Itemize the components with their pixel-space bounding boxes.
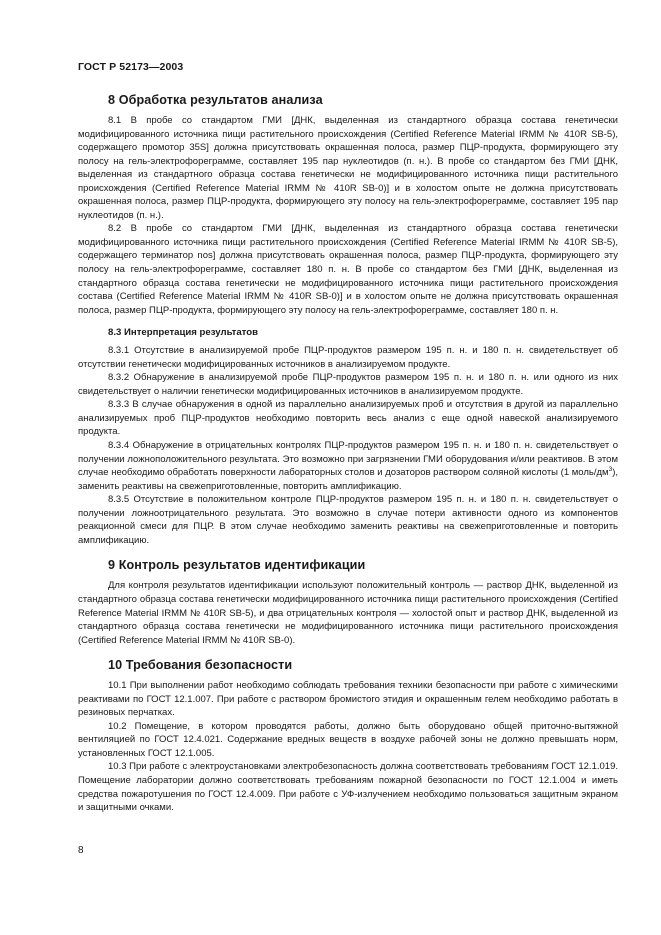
paragraph-8-3-4-text-b: ), заменить реактивы на свежеприготовленные, повторить амплификацию. <box>78 467 618 492</box>
section-8-heading: 8 Обработка результатов анализа <box>108 93 323 107</box>
paragraph-8-3-5: 8.3.5 Отсутствие в положительном контроле ПЦР-продуктов размером 195 п. н. и 180 п. н. свидетельствует о получении ложноотрицательного результата. Это возможно в случае потери активности одного из компонентов реакционной смеси для ПЦР. В этом случае необходимо заменить реактивы на свежеприготовленные и повторить амплификацию. <box>78 494 618 546</box>
subsection-8-3-heading: 8.3 Интерпретация результатов <box>108 327 258 339</box>
paragraph-8-3-1: 8.3.1 Отсутствие в анализируемой пробе ПЦР-продуктов размером 195 п. н. и 180 п. н. свидетельствует об отсутствии генетически модифицированных источников в анализируемом продукте. <box>78 345 618 370</box>
paragraph-10-1: 10.1 При выполнении работ необходимо соблюдать требования техники безопасности при работе с химическими реактивами по ГОСТ 12.1.007. При работе с раствором бромистого этидия и окрашенным гелем необходимо работать в резиновых перчатках. <box>78 680 618 719</box>
paragraph-10-2: 10.2 Помещение, в котором проводятся работы, должно быть оборудовано общей приточно-вытяжной вентиляцией по ГОСТ 12.4.021. Содержание вредных веществ в воздухе рабочей зоны не должно превышать норм, установленных ГОСТ 12.1.005. <box>78 720 618 759</box>
cubic-superscript: 3 <box>608 465 613 473</box>
paragraph-8-3-4-text-a: 8.3.4 Обнаружение в отрицательных контролях ПЦР-продуктов размером 195 п. н. и 180 п. н. свидетельствует о получении ложноположительного результата. Это возможно при загрязнении ГМИ оборудования и/или реактивов. В этом случае необходимо обработать поверхности лабораторных столов и дозаторов раствором соляной кислоты (1 моль/дм <box>78 440 618 479</box>
paragraph-9: Для контроля результатов идентификации используют положительный контроль — раствор ДНК, выделенной из стандартного образца состава генетически модифицированного источника пищи растительного происхождения (Certified Reference Material IRMM № 410R SB-5), и два отрицательных контроля — холостой опыт и раствор ДНК, выделенной из стандартного образца состава генетически не модифицированного источника пищи растительного происхождения (Certified Reference Material IRMM № 410R SB-0). <box>78 580 618 646</box>
page-number: 8 <box>78 845 84 856</box>
standard-code-header: ГОСТ Р 52173—2003 <box>78 61 184 73</box>
paragraph-8-3-2: 8.3.2 Обнаружение в анализируемой пробе ПЦР-продуктов размером 195 п. н. и 180 п. н. или одного из них свидетельствует о наличии генетически модифицированных источников в анализируемом продукте. <box>78 372 618 397</box>
paragraph-8-3-3: 8.3.3 В случае обнаружения в одной из параллельно анализируемых проб и отсутствия в другой из параллельно анализируемых проб ПЦР-продуктов необходимо повторить весь анализ с еще одной навеской анализируемого продукта. <box>78 399 618 438</box>
paragraph-8-3-4 <box>78 439 618 493</box>
section-10-heading: 10 Требования безопасности <box>108 658 293 673</box>
document-body <box>78 92 618 815</box>
paragraph-8-2: 8.2 В пробе со стандартом ГМИ [ДНК, выделенная из стандартного образца состава генетически модифицированного источника пищи растительного происхождения (Certified Reference Material IRMM № 410R SB-5), содержащего терминатор nos] должна присутствовать окрашенная полоса, размер ПЦР-продукта, формирующего эту полосу на гель-электрофореграмме, составляет 180 п. н. В пробе со стандартом без ГМИ [ДНК, выделенная из стандартного образца состава генетически не модифицированного источника пищи растительного происхождения состава (Certified Reference Material IRMM № 410R SB-0)] и в холостом опыте не должна присутствовать окрашенная полоса, размер ПЦР-продукта, формирующего эту полосу на гель-электрофореграмме, составляет 180 п. н. <box>78 223 618 316</box>
section-9-heading: 9 Контроль результатов идентификации <box>108 558 366 573</box>
paragraph-10-3: 10.3 При работе с электроустановками электробезопасность должна соответствовать требованиям ГОСТ 12.1.019. Помещение лаборатории должно соответствовать требованиям пожарной безопасности по ГОСТ 12.1.004 и иметь средства пожаротушения по ГОСТ 12.4.009. При работе с УФ-излучением необходимо пользоваться защитным экраном и защитными очками. <box>78 761 618 814</box>
paragraph-8-1: 8.1 В пробе со стандартом ГМИ [ДНК, выделенная из стандартного образца состава генетически модифицированного источника пищи растительного происхождения (Certified Reference Material IRMM № 410R SB-5), содержащего промотор 35S] должна присутствовать окрашенная полоса, размер ПЦР-продукта, формирующего эту полосу на гель-электрофореграмме, составляет 195 пар нуклеотидов (п. н.). В пробе со стандартом без ГМИ [ДНК, выделенная из стандартного образца состава генетически не модифицированного источника пищи растительного происхождения (Certified Reference Material IRMM № 410R SB-0)] и в холостом опыте не должна присутствовать окрашенная полоса, размер ПЦР-продукта, формирующего эту полосу на гель-электрофореграмме, составляет 195 пар нуклеотидов (п. н.). <box>78 115 618 221</box>
